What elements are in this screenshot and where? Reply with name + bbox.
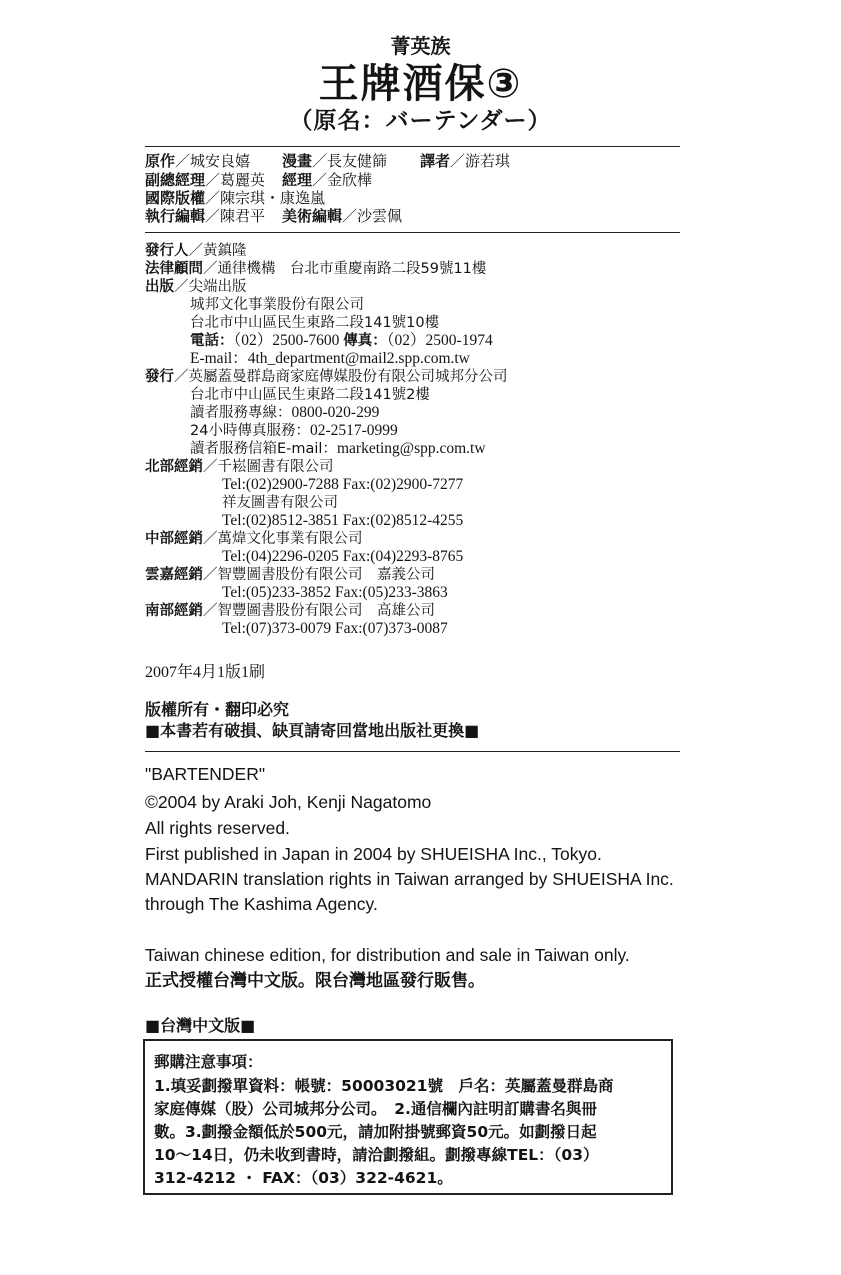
all-rights-line: All rights reserved. xyxy=(145,818,290,838)
credit-art: 漫畫／長友健篩 xyxy=(282,152,388,170)
authorized-edition-line: 正式授權台灣中文版。限台灣地區發行販售。 xyxy=(145,971,485,991)
postal-notice-line-4: 10～14日，仍未收到書時，請洽劃撥組。劃撥專線TEL：（03） xyxy=(154,1146,599,1164)
rights-reserved: 版權所有・翻印必究 xyxy=(145,700,290,719)
publisher-address: 台北市中山區民生東路二段141號10樓 xyxy=(190,315,440,331)
reader-service-line: 讀者服務專線：0800-020-299 xyxy=(190,404,380,421)
publisher-phone-fax: 電話：（02）2500-7600 傳真：（02）2500-1974 xyxy=(190,332,493,349)
agency-line: through The Kashima Agency. xyxy=(145,894,378,914)
postal-notice-title: 郵購注意事項： xyxy=(154,1053,263,1071)
central-dealer-tel: Tel:(04)2296-0205 Fax:(04)2293-8765 xyxy=(222,548,464,565)
yunjia-dealer-line: 雲嘉經銷／智豐圖書股份有限公司 嘉義公司 xyxy=(145,567,435,583)
english-title: "BARTENDER" xyxy=(145,764,266,784)
yunjia-dealer-tel: Tel:(05)233-3852 Fax:(05)233-3863 xyxy=(222,584,448,601)
divider-rights xyxy=(145,751,680,752)
divider-staff xyxy=(145,232,680,233)
publisher-company: 城邦文化事業股份有限公司 xyxy=(190,297,364,313)
credit-manager: 經理／金欣樺 xyxy=(282,171,373,189)
postal-notice-line-5: 312-4212 ・ FAX：（03）322-4621。 xyxy=(154,1169,453,1187)
north-dealer-company-2: 祥友圖書有限公司 xyxy=(222,495,338,511)
postal-notice-line-1: 1.填妥劃撥單資料：帳號：50003021號 戶名：英屬蓋曼群島商 xyxy=(154,1077,614,1095)
postal-notice-line-3: 數。3.劃撥金額低於500元，請加附掛號郵資50元。如劃撥日起 xyxy=(154,1123,597,1141)
postal-notice-line-2: 家庭傳媒（股）公司城邦分公司。 2.通信欄內註明訂購書名與冊 xyxy=(154,1100,597,1118)
mandarin-rights-line: MANDARIN translation rights in Taiwan arranged by SHUEISHA Inc. xyxy=(145,869,674,889)
book-title: 王牌酒保③ xyxy=(318,61,523,107)
south-dealer-line: 南部經銷／智豐圖書股份有限公司 高雄公司 xyxy=(145,603,435,619)
taiwan-chinese-edition: ■台灣中文版■ xyxy=(145,1016,256,1035)
credit-intl-rights: 國際版權／陳宗琪・康逸嵐 xyxy=(145,189,326,207)
credit-exec-editor: 執行編輯／陳君平 xyxy=(145,207,266,225)
north-dealer-line: 北部經銷／千崧圖書有限公司 xyxy=(145,459,334,475)
south-dealer-tel: Tel:(07)373-0079 Fax:(07)373-0087 xyxy=(222,620,448,637)
series-name: 菁英族 xyxy=(390,34,451,58)
publisher-line: 出版／尖端出版 xyxy=(145,279,247,295)
credit-deputy-gm: 副總經理／葛麗英 xyxy=(145,171,266,189)
legal-counsel-line: 法律顧問／通律機構 台北市重慶南路二段59號11樓 xyxy=(145,261,487,277)
taiwan-edition-line: Taiwan chinese edition, for distribution and sale in Taiwan only. xyxy=(145,945,630,965)
damaged-copy-notice: ■本書若有破損、缺頁請寄回當地出版社更換■ xyxy=(145,721,480,740)
north-dealer-tel-2: Tel:(02)8512-3851 Fax:(02)8512-4255 xyxy=(222,512,464,529)
first-published-line: First published in Japan in 2004 by SHUEISHA Inc., Tokyo. xyxy=(145,844,602,864)
north-dealer-tel-1: Tel:(02)2900-7288 Fax:(02)2900-7277 xyxy=(222,476,464,493)
copyright-line: ©2004 by Araki Joh, Kenji Nagatomo xyxy=(145,792,432,812)
credit-original-author: 原作／城安良嬉 xyxy=(145,152,251,170)
distribution-address: 台北市中山區民生東路二段141號2樓 xyxy=(190,387,430,403)
reader-email-line: 讀者服務信箱E-mail：marketing@spp.com.tw xyxy=(190,440,486,457)
original-title: （原名：バーテンダー） xyxy=(289,108,552,134)
fax-24h-line: 24小時傳真服務：02-2517-0999 xyxy=(190,422,398,439)
edition-line: 2007年4月1版1刷 xyxy=(145,664,266,681)
central-dealer-line: 中部經銷／萬煒文化事業有限公司 xyxy=(145,531,363,547)
credit-art-editor: 美術編輯／沙雲佩 xyxy=(282,207,403,225)
credit-translator: 譯者／游若琪 xyxy=(420,152,511,170)
issuer-line: 發行人／黃鎮隆 xyxy=(145,243,247,259)
divider-top xyxy=(145,146,680,147)
distribution-line: 發行／英屬蓋曼群島商家庭傳媒股份有限公司城邦分公司 xyxy=(145,369,508,385)
publisher-email: E-mail：4th_department@mail2.spp.com.tw xyxy=(190,350,470,367)
postal-notice-box xyxy=(143,1039,673,1195)
